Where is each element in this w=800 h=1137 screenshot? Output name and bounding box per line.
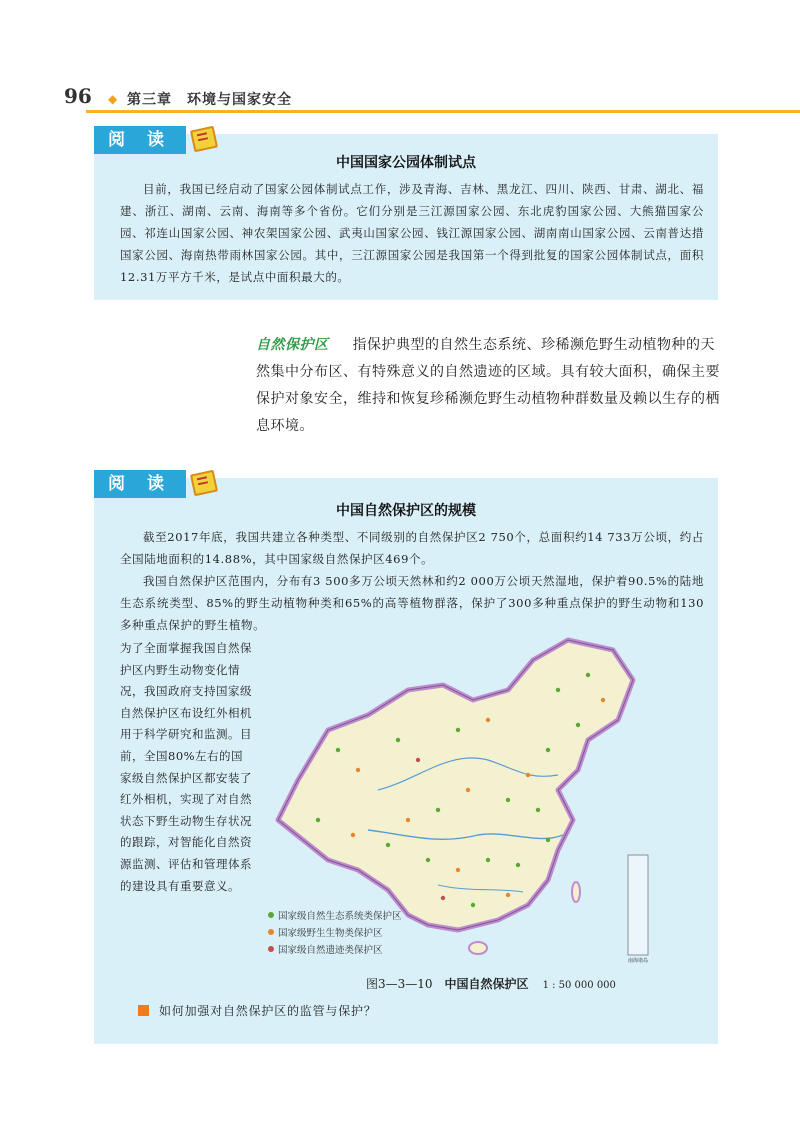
- discussion-question: [138, 1002, 377, 1019]
- reading-paragraph: 目前，我国已经启动了国家公园体制试点工作，涉及青海、吉林、黑龙江、四川、陕西、甘肃、湖北、福建、浙江、湖南、云南、海南等多个省份。它们分别是三江源国家公园、东北虎豹国家公园、大熊猫国家公园、祁连山国家公园、神农架国家公园、武夷山国家公园、钱江源国家公园、湖南南山国家公园、云南普达措国家公园、海南热带雨林国家公园。其中，三江源国家公园是我国第一个得到批复的国家公园体制试点，面积12.31万平方千米，是试点中面积最大的。: [120, 182, 704, 284]
- inset-frame: [628, 855, 648, 955]
- legend-label: 国家级自然遗迹类保护区: [278, 945, 383, 956]
- reading-box-national-parks: [94, 130, 718, 300]
- page-number: 96: [64, 84, 92, 108]
- reading-title: 中国国家公园体制试点: [336, 155, 476, 171]
- reading-tag: 阅 读: [94, 470, 186, 498]
- hainan-island: [469, 942, 487, 954]
- definition-term: 自然保护区: [256, 337, 329, 353]
- reading-paragraph: 截至2017年底，我国共建立各种类型、不同级别的自然保护区2 750个，总面积约14 733万公顷，约占全国陆地面积的14.88%，其中国家级自然保护区469个。: [120, 530, 704, 566]
- book-icon: [190, 470, 218, 497]
- taiwan-island: [572, 882, 580, 902]
- header-rule: [86, 110, 800, 113]
- definition-block: [256, 332, 722, 440]
- legend-item: [268, 908, 402, 925]
- figure-number: 图3—3—10: [366, 977, 433, 991]
- reading-tag: 阅 读: [94, 126, 186, 154]
- map-legend: [268, 908, 402, 959]
- question-text: 如何加强对自然保护区的监管与保护？: [159, 1004, 377, 1018]
- red-dot-icon: [268, 946, 274, 952]
- reading-title: 中国自然保护区的规模: [336, 503, 476, 519]
- legend-label: 国家级自然生态系统类保护区: [278, 911, 402, 922]
- legend-label: 国家级野生生物类保护区: [278, 928, 383, 939]
- reading-paragraph: 我国自然保护区范围内，分布有3 500多万公顷天然林和约2 000万公顷天然湿地，保护着90.5%的陆地生态系统类型、85%的野生动植物种类和65%的高等植物群落，保护了300多种重点保护的野生动物和130多种重点保护的野生植物。: [120, 574, 704, 632]
- inset-label: 南海诸岛: [627, 958, 649, 964]
- legend-item: [268, 942, 402, 959]
- chapter-title: 第三章 环境与国家安全: [127, 92, 292, 108]
- orange-dot-icon: [268, 929, 274, 935]
- book-icon: [190, 126, 218, 153]
- figure-caption: [366, 975, 616, 992]
- figure-scale: 1 : 50 000 000: [542, 980, 616, 991]
- green-dot-icon: [268, 912, 274, 918]
- page-header: [0, 84, 800, 114]
- diamond-icon: ◆: [108, 92, 118, 106]
- reading-body: [120, 526, 704, 636]
- reading-body: [120, 178, 704, 288]
- figure-title: 中国自然保护区: [444, 977, 529, 991]
- side-text: 为了全面掌握我国自然保护区内野生动物变化情况，我国政府支持国家级自然保护区布设红外相机用于科学研究和监测。目前，全国80%左右的国家级自然保护区都安装了红外相机，实现了对自然状态下野生动物生存状况的跟踪，对智能化自然资源监测、评估和管理体系的建设具有重要意义。: [120, 641, 252, 893]
- square-bullet-icon: [138, 1005, 149, 1016]
- legend-item: [268, 925, 402, 942]
- definition-text: 指保护典型的自然生态系统、珍稀濒危野生动植物种的天然集中分布区、有特殊意义的自然遗迹的区域。具有较大面积，确保主要保护对象安全，维持和恢复珍稀濒危野生动植物种群数量及赖以生存的栖息环境。: [256, 337, 720, 434]
